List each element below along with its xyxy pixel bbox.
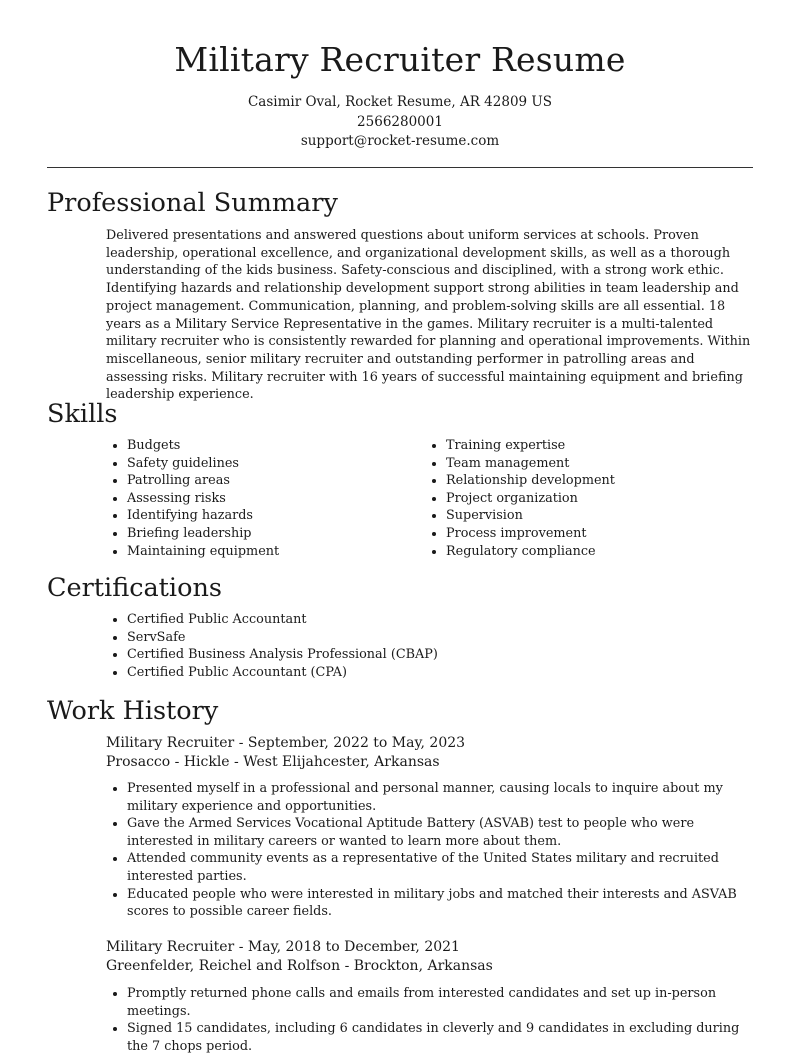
job-location: West Elijahcester, Arkansas [243,754,440,770]
job-location: Brockton, Arkansas [353,958,493,974]
skill-item: • Assessing risks [127,490,427,508]
contact-block [0,93,800,152]
skill-item: • Process improvement [446,525,766,543]
job-title: Military Recruiter [106,939,235,955]
job-title: Military Recruiter [106,735,235,751]
certification-item: • Certified Public Accountant [127,611,767,629]
summary-heading: Professional Summary [47,188,338,218]
certification-item: • Certified Business Analysis Professional (CBAP) [127,646,767,664]
contact-phone: 2566280001 [357,113,443,130]
job-company: Prosacco - Hickle [106,754,230,770]
skill-item: • Maintaining equipment [127,543,427,561]
job-duty-item: • Signed 15 candidates, including 6 candidates in cleverly and 9 candidates in excluding during the 7 chops period. [127,1020,747,1055]
certifications-list [106,611,767,681]
certification-item: • ServSafe [127,629,767,647]
summary-text: Delivered presentations and answered questions about uniform services at schools. Proven leadership, operational excellence, and organizational development skills, as well as a thorough understanding of the kids business. Safety-conscious and disciplined, with a strong work ethic. Identifying hazards and relationship development support strong abilities in team leadership and project management. Communication, planning, and problem-solving skills are all essential. 18 years as a Military Service Representative in the games. Military recruiter is a multi-talented military recruiter who is consistently rewarded for planning and operational improvements. Within miscellaneous, senior military recruiter and outstanding performer in patrolling areas and assessing risks. Military recruiter with 16 years of successful maintaining equipment and briefing leadership experience. [106,228,751,403]
skill-item: • Supervision [446,507,766,525]
skill-item: • Identifying hazards [127,507,427,525]
skill-item: • Team management [446,455,766,473]
skills-list-right [425,437,766,560]
resume-title: Military Recruiter Resume [174,40,626,79]
skill-item: • Relationship development [446,472,766,490]
job-location-separator: - [340,958,354,974]
skill-item: • Patrolling areas [127,472,427,490]
job-title-line [106,938,460,957]
job-duty-item: • Presented myself in a professional and personal manner, causing locals to inquire about my military experience and opportunities. [127,780,747,815]
job-dates: September, 2022 to May, 2023 [247,735,466,751]
skills-list-left [106,437,427,560]
job-separator: - [234,735,248,751]
certifications-heading: Certifications [47,573,222,603]
skill-item: • Budgets [127,437,427,455]
certification-item: • Certified Public Accountant (CPA) [127,664,767,682]
job-dates: May, 2018 to December, 2021 [247,939,460,955]
job-duty-item: • Promptly returned phone calls and emails from interested candidates and set up in-person meetings. [127,985,747,1020]
skills-heading: Skills [47,399,118,429]
job-separator: - [234,939,248,955]
job-duty-item: • Educated people who were interested in military jobs and matched their interests and ASVAB scores to possible career fields. [127,886,747,921]
job-duty-item: • Attended community events as a representative of the United States military and recruited interested parties. [127,850,747,885]
skill-item: • Training expertise [446,437,766,455]
contact-address: Casimir Oval, Rocket Resume, AR 42809 US [247,94,553,110]
header-divider [47,167,753,168]
job-company-line [106,753,440,772]
contact-email: support@rocket-resume.com [300,133,500,149]
job-duties-list [106,780,747,921]
job-title-line [106,734,465,753]
work-history-heading: Work History [47,696,219,726]
job-company: Greenfelder, Reichel and Rolfson [106,958,341,974]
job-duties-list [106,985,747,1055]
job-location-separator: - [229,754,244,770]
skill-item: • Project organization [446,490,766,508]
skill-item: • Regulatory compliance [446,543,766,561]
job-company-line [106,957,493,976]
skill-item: • Safety guidelines [127,455,427,473]
job-duty-item: • Gave the Armed Services Vocational Aptitude Battery (ASVAB) test to people who were interested in military careers or wanted to learn more about them. [127,815,747,850]
skill-item: • Briefing leadership [127,525,427,543]
